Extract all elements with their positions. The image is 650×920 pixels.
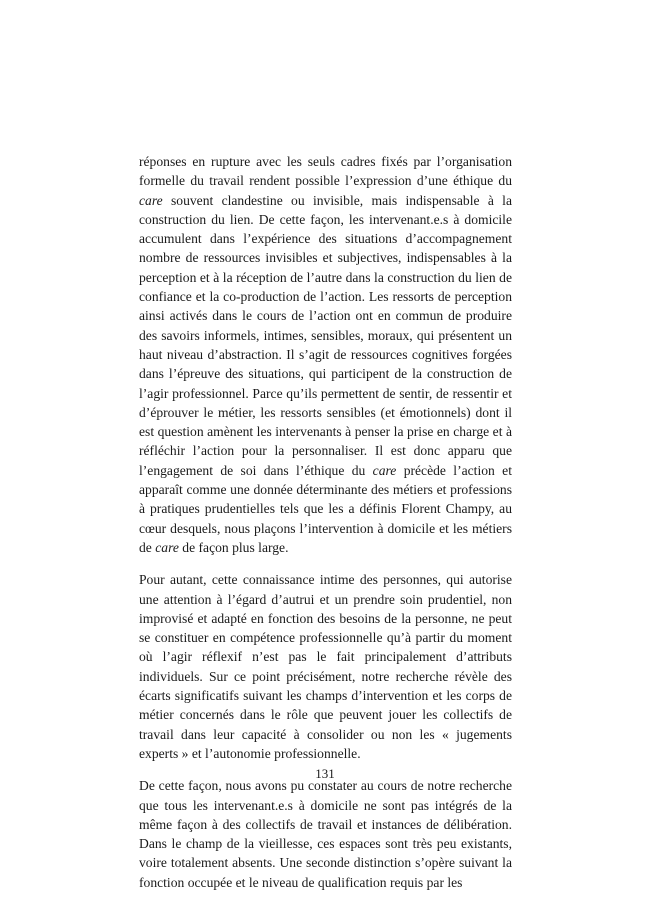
paragraph-3 <box>139 776 512 892</box>
text-run: réponses en rupture avec les seuls cadres fixés par l’organisation formelle du travail rendent possible l’expression d’une éthique du <box>139 154 512 189</box>
text-run: Pour autant, cette connaissance intime des personnes, qui autorise une attention à l’égard d’autrui et un prendre soin prudentiel, non improvisé et adapté en fonction des besoins de la personne, ne peut se constituer en compétence professionnelle qu’à partir du moment où l’agir réflexif n’est pas le fait principalement d’attributs individuels. Sur ce point précisément, notre recherche révèle des écarts significatifs suivant les champs d’intervention et les corps de métier concernés dans le rôle que peuvent jouer les collectifs de travail dans leur capacité à consolider ou non les « jugements experts » et l’autonomie professionnelle. <box>139 572 512 761</box>
paragraph-2 <box>139 570 512 763</box>
text-run: précède l’action et apparaît comme une donnée déterminante des métiers et professions à pratiques prudentielles tels que les a définis Florent Champy, au cœur desquels, nous plaçons l’intervention à domicile et les métiers de <box>139 462 512 555</box>
paragraph-1 <box>139 152 512 557</box>
italic-term: care <box>139 192 163 208</box>
text-run: souvent clandestine ou invisible, mais indispensable à la construction du lien. De cette façon, les intervenant.e.s à domicile accumulent dans l’expérience des situations d’accompagnement nombre de ressources invisibles et subjectives, indispensables à la perception et à la réception de l’autre dans la construction du lien de confiance et la co-production de l’action. Les ressorts de perception ainsi activés dans le cours de l’action ont en commun de produire des savoirs informels, intimes, sensibles, moraux, qui présentent un haut niveau d’abstraction. Il s’agit de ressources cognitives forgées dans l’épreuve des situations, qui participent de la construction de l’agir professionnel. Parce qu’ils permettent de sentir, de ressentir et d’éprouver le métier, les ressorts sensibles (et émotionnels) dont il est question amènent les intervenants à penser la prise en charge et à réfléchir l’action pour la personnaliser. Il est donc apparu que l’engagement de soi dans l’éthique du <box>139 192 512 478</box>
text-run: De cette façon, nous avons pu constater au cours de notre recherche que tous les intervenant.e.s à domicile ne sont pas intégrés de la même façon à des collectifs de travail et instances de délibération. Dans le champ de la vieillesse, ces espaces sont très peu existants, voire totalement absents. Une seconde distinction s’opère suivant la fonction occupée et le niveau de qualification requis par les <box>139 778 512 890</box>
italic-term: care <box>372 462 397 478</box>
italic-term: care <box>155 539 179 555</box>
page-number: 131 <box>315 766 335 781</box>
body-text <box>139 152 512 905</box>
text-run: de façon plus large. <box>178 539 289 555</box>
